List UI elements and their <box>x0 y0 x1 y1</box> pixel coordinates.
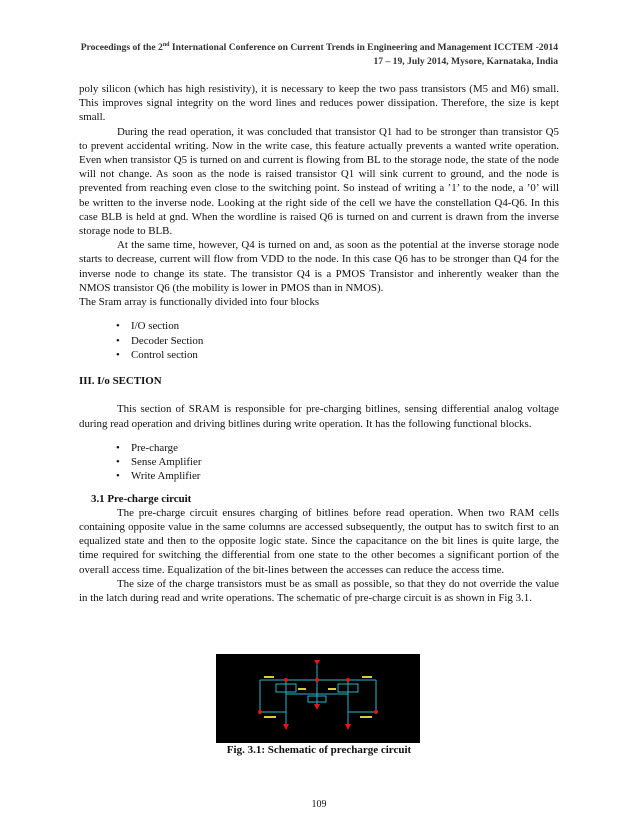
precharge-schematic-figure <box>216 654 420 743</box>
header-superscript: nd <box>162 42 170 48</box>
list-item <box>79 348 559 362</box>
schematic-image <box>216 654 420 743</box>
list-item <box>79 319 559 333</box>
header-prefix: Proceedings of the 2 <box>80 42 163 54</box>
schematic-background <box>216 654 420 743</box>
list-item <box>79 455 559 469</box>
bullet-glyph: • <box>116 470 120 483</box>
body-text <box>79 82 559 605</box>
list-item <box>79 441 559 455</box>
figure-caption: Fig. 3.1: Schematic of precharge circuit <box>226 744 412 756</box>
list-item-text: Sense Amplifier <box>131 456 202 469</box>
paragraph-4: The Sram array is functionally divided into four blocks <box>79 296 320 309</box>
bullet-glyph: • <box>116 456 120 469</box>
running-header <box>70 38 558 69</box>
bullet-glyph: • <box>116 334 120 347</box>
bullet-glyph: • <box>116 441 120 454</box>
page-number: 109 <box>311 799 327 810</box>
list-item-text: Control section <box>131 348 198 361</box>
paragraph-3: At the same time, however, Q4 is turned on and, as soon as the potential at the inverse storage node starts to decrease, current will flow from VDD to the node. In this case Q6 has to be stronger than Q4 for the inverse node to change its state. The transistor Q4 is a PMOS Transistor and inherently weaker than the NMOS transistor Q6 (the mobility is lower in PMOS than in NMOS). <box>79 239 559 294</box>
header-line-1 <box>70 38 558 55</box>
header-suffix: International Conference on Current Trends in Engineering and Management ICCTEM -2014 <box>169 42 558 54</box>
header-line-2: 17 – 19, July 2014, Mysore, Karnataka, India <box>373 56 558 68</box>
paragraph-7: The size of the charge transistors must be as small as possible, so that they do not override the value in the latch during read and write operations. The schematic of pre-charge circuit is as shown in Fig 3.1. <box>79 577 559 605</box>
bullet-glyph: • <box>116 320 120 333</box>
blocks-list <box>79 319 559 362</box>
paragraph-6: The pre-charge circuit ensures charging of bitlines before read operation. When two RAM cells containing opposite value in the same columns are accessed subsequently, the output has to switch first to an equalized state and then to the opposite logic state. Since the capacitance on the bit lines is quite large, the time required for switching the differential from one state to the other becomes a significant portion of the overall access time. Equalization of the bit-lines between the accesses can reduce the access time. <box>79 506 559 576</box>
list-item <box>79 334 559 348</box>
list-item <box>79 469 559 483</box>
list-item-text: Decoder Section <box>131 334 204 347</box>
paragraph-5: This section of SRAM is responsible for pre-charging bitlines, sensing differential analog voltage during read operation and driving bitlines during write operation. It has the following functional blocks. <box>79 403 559 430</box>
list-item-text: Write Amplifier <box>131 470 201 483</box>
section-heading: III. I/o SECTION <box>79 375 162 388</box>
list-item-text: I/O section <box>131 320 180 333</box>
paragraph-1: poly silicon (which has high resistivity), it is necessary to keep the two pass transistors (M5 and M6) small. This improves signal integrity on the word lines and reduces power dissipation. Therefore, the size is kept small. <box>79 83 559 124</box>
list-item-text: Pre-charge <box>131 441 178 454</box>
functional-blocks-list <box>79 441 559 484</box>
paragraph-2: During the read operation, it was concluded that transistor Q1 had to be stronger than transistor Q5 to prevent accidental writing. Now in the write case, this feature actually prevents a wanted write operation. Even when transistor Q5 is turned on and current is flowing from BL to the storage node, the state of the node will not change. As soon as the node is raised transistor Q1 will sink current to ground, and the node is prevented from reaching even close to the switching point. So instead of writing a ’1’ to the node, a ’0’ will be written to the inverse node. Looking at the right side of the cell we have the constellation Q4-Q6. In this case BLB is held at gnd. When the wordline is raised Q6 is turned on and current is drawn from the inverse storage node to BLB. <box>79 125 559 238</box>
subsection-heading: 3.1 Pre-charge circuit <box>91 492 192 505</box>
bullet-glyph: • <box>116 348 120 361</box>
